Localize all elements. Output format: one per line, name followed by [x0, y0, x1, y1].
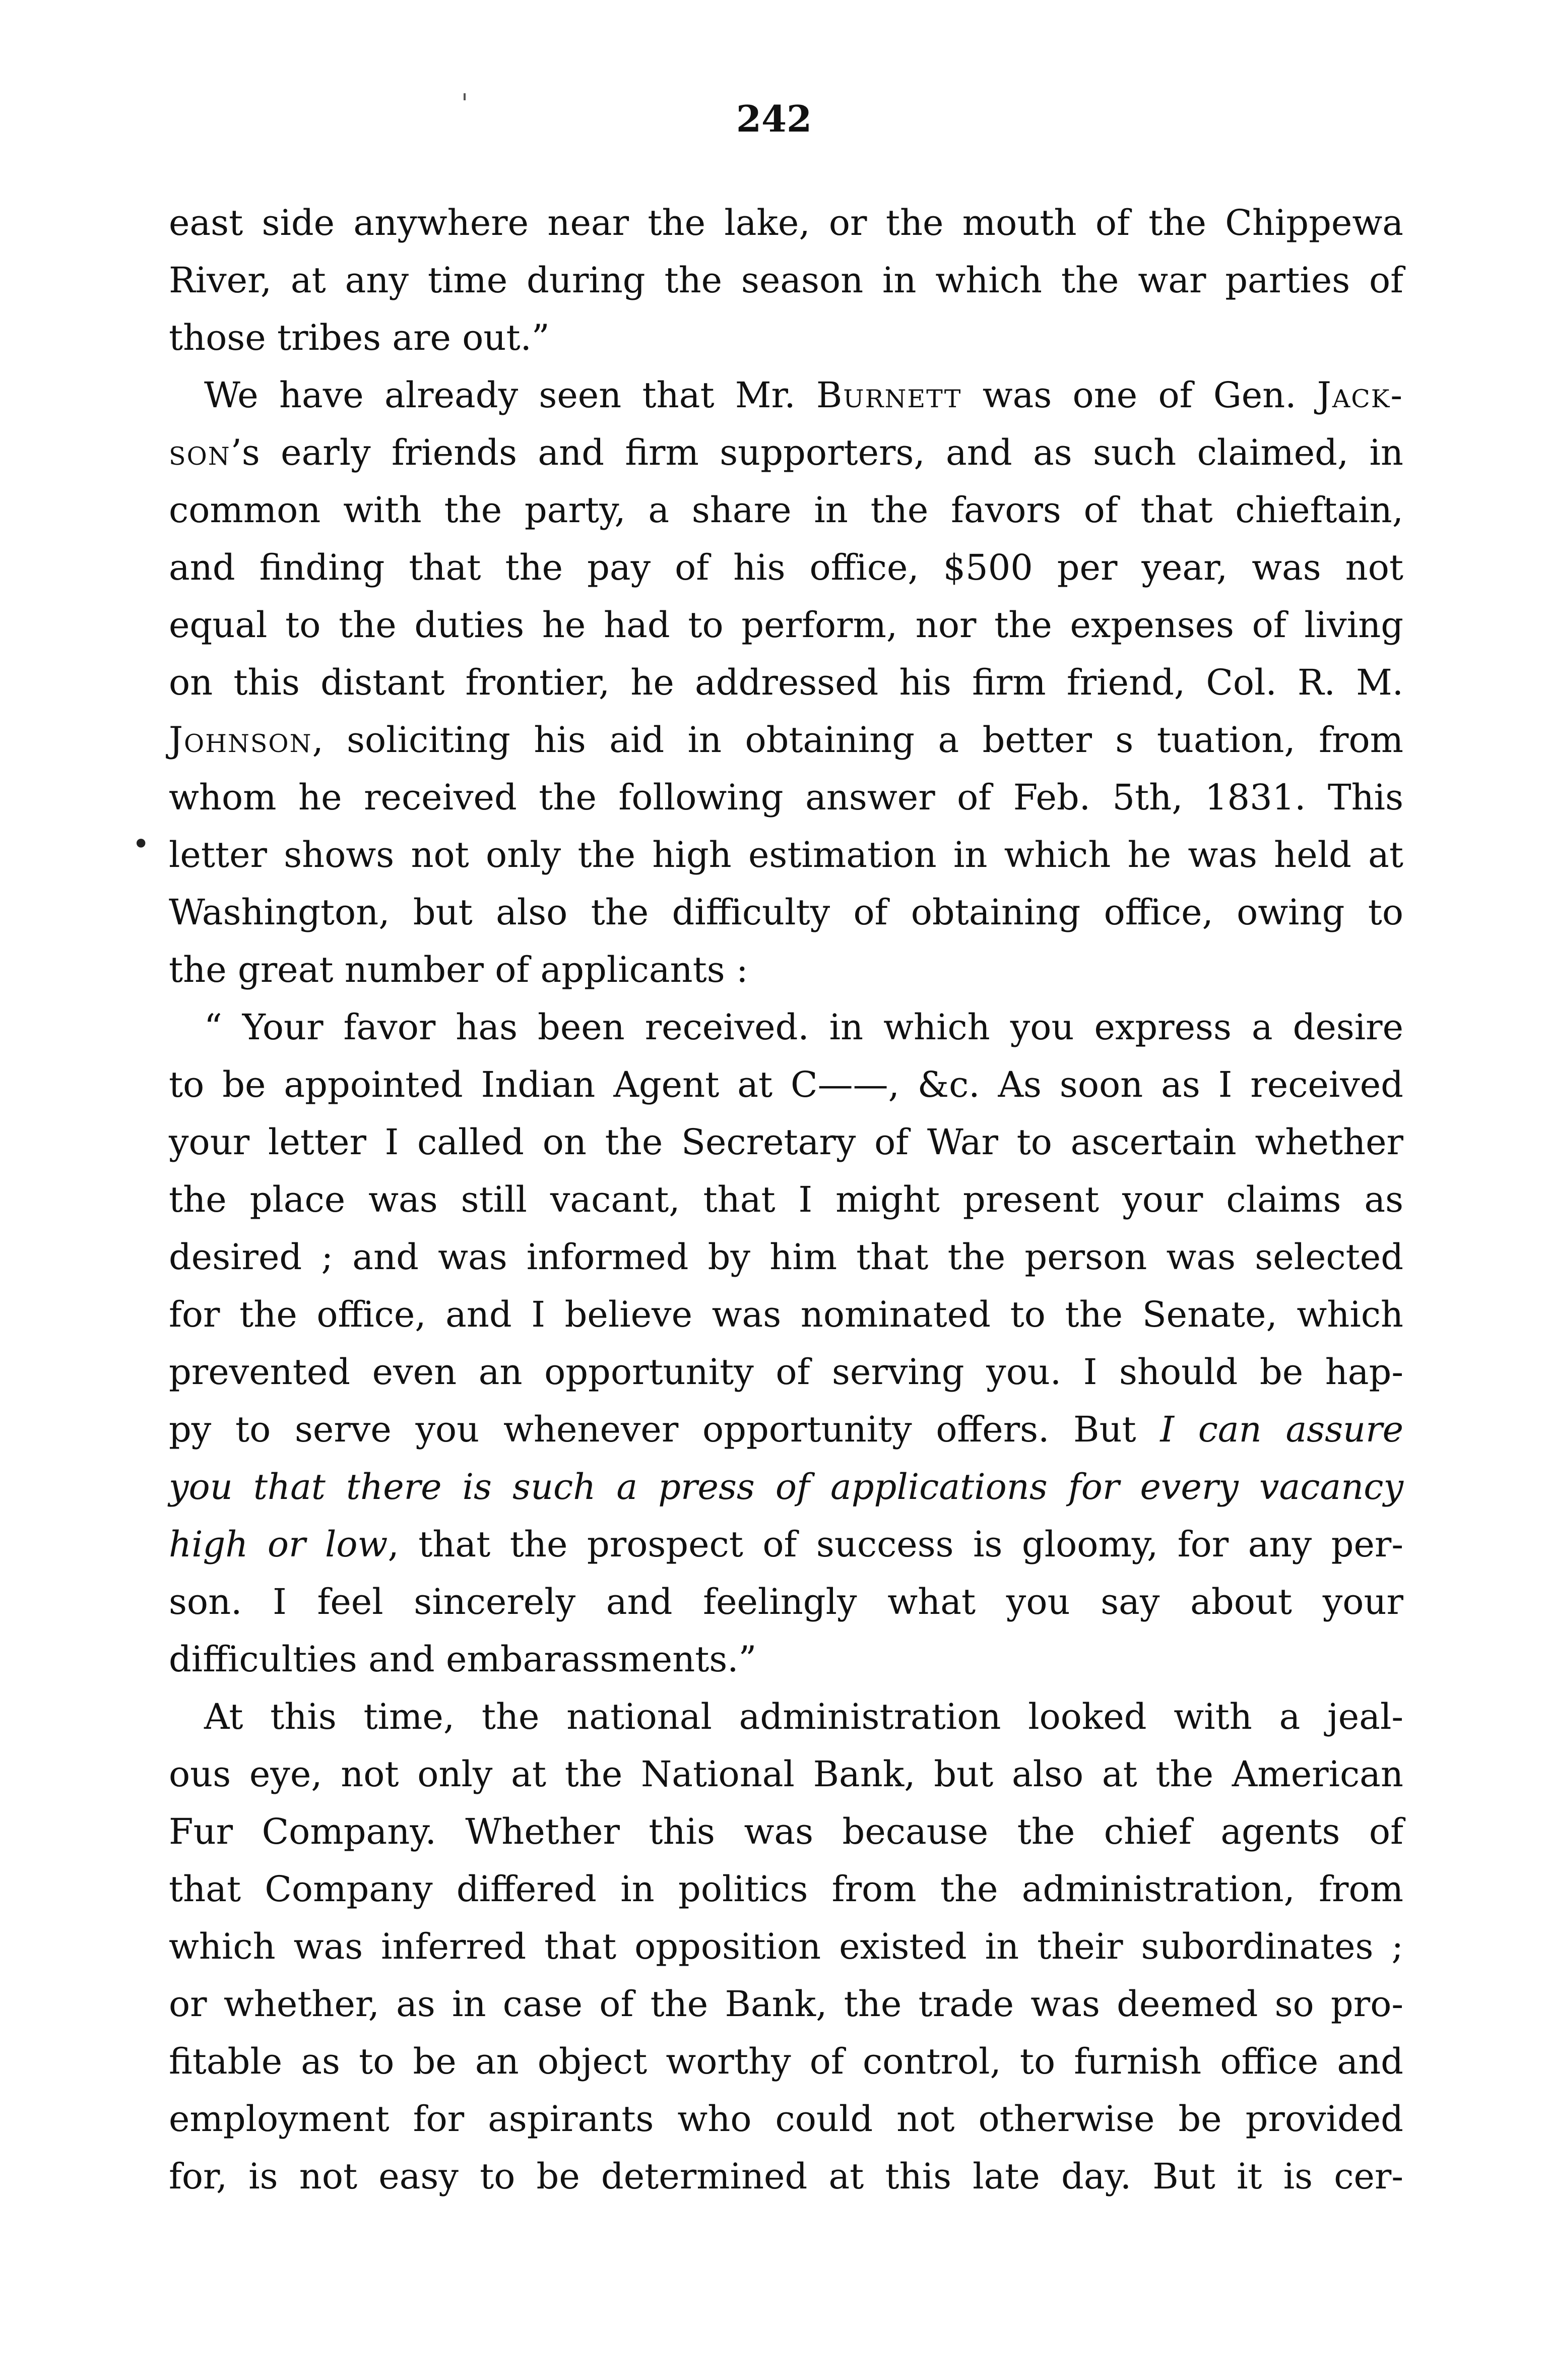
text-run: , that the prospect of success is gloomy, for any per-: [388, 1524, 1403, 1565]
page-number: 242: [736, 97, 812, 140]
text-run: your letter I called on the Secretary of War to ascertain whether: [169, 1121, 1403, 1163]
text-run: employment for aspirants who could not otherwise be provided: [169, 2098, 1403, 2140]
text-line: [169, 2148, 1403, 2205]
small-caps-name: Jack-: [1317, 374, 1403, 416]
text-line: [169, 1228, 1403, 1286]
text-line: [169, 941, 1403, 998]
text-line: [169, 1688, 1403, 1745]
text-run: and finding that the pay of his office, $500 per year, was not: [169, 547, 1403, 588]
text-run: those tribes are out.”: [169, 317, 550, 358]
text-run: or whether, as in case of the Bank, the trade was deemed so pro-: [169, 1983, 1403, 2025]
text-line: [169, 309, 1403, 366]
text-run: difficulties and embarassments.”: [169, 1639, 757, 1680]
text-line: [169, 2090, 1403, 2148]
text-run: fitable as to be an object worthy of control, to furnish office and: [169, 2041, 1403, 2082]
italic-text: you that there is such a press of applications for every vacancy: [169, 1466, 1403, 1508]
small-caps-name: Burnett: [816, 374, 962, 416]
text-run: son. I feel sincerely and feelingly what you say about your: [169, 1581, 1403, 1622]
text-line: [169, 1343, 1403, 1401]
text-run: the place was still vacant, that I might present your claims as: [169, 1179, 1403, 1220]
text-line: [169, 1803, 1403, 1860]
text-run: ’s early friends and firm supporters, and as such claimed, in: [230, 432, 1403, 473]
body-text: [169, 194, 1403, 2205]
text-line: [169, 539, 1403, 596]
text-run: desired ; and was informed by him that the person was selected: [169, 1236, 1403, 1278]
text-run: “ Your favor has been received. in which you express a desire: [204, 1007, 1403, 1048]
text-run: was one of Gen.: [961, 374, 1317, 416]
text-run: At this time, the national administration looked with a jeal-: [204, 1696, 1403, 1737]
text-run: whom he received the following answer of Feb. 5th, 1831. This: [169, 777, 1403, 818]
text-line: [169, 1171, 1403, 1228]
text-line: [169, 481, 1403, 539]
text-run: that Company differed in politics from the administration, from: [169, 1868, 1403, 1910]
text-line: [169, 711, 1403, 769]
small-caps-name: son: [169, 432, 231, 473]
text-line: [169, 1975, 1403, 2033]
text-line: [169, 1286, 1403, 1343]
text-line: [169, 884, 1403, 941]
text-line: [169, 998, 1403, 1056]
text-run: equal to the duties he had to perform, nor the expenses of living: [169, 604, 1403, 646]
text-run: for the office, and I believe was nominated to the Senate, which: [169, 1294, 1403, 1335]
text-line: [169, 596, 1403, 654]
text-run: which was inferred that opposition existed in their subordinates ;: [169, 1926, 1403, 1967]
text-run: We have already seen that Mr.: [204, 374, 816, 416]
text-run: common with the party, a share in the favors of that chieftain,: [169, 489, 1403, 531]
text-run: east side anywhere near the lake, or the mouth of the Chippewa: [169, 202, 1403, 243]
text-line: [169, 1745, 1403, 1803]
text-run: River, at any time during the season in which the war parties of: [169, 260, 1403, 301]
print-speck: [464, 93, 466, 100]
text-run: on this distant frontier, he addressed his firm friend, Col. R. M.: [169, 662, 1403, 703]
text-line: [169, 1113, 1403, 1171]
text-line: [169, 252, 1403, 309]
text-line: [169, 1573, 1403, 1631]
text-run: , soliciting his aid in obtaining a better s tuation, from: [312, 719, 1403, 761]
text-line: [169, 2033, 1403, 2090]
text-run: prevented even an opportunity of serving you. I should be hap-: [169, 1351, 1403, 1393]
text-line: [169, 1056, 1403, 1113]
text-run: to be appointed Indian Agent at C——, &c. As soon as I received: [169, 1064, 1403, 1105]
text-line: [169, 769, 1403, 826]
text-line: [169, 366, 1403, 424]
small-caps-name: Johnson: [169, 719, 312, 761]
margin-mark: •: [132, 827, 150, 862]
text-run: ous eye, not only at the National Bank, but also at the American: [169, 1753, 1403, 1795]
text-line: [169, 654, 1403, 711]
text-run: for, is not easy to be determined at this late day. But it is cer-: [169, 2156, 1403, 2197]
text-run: the great number of applicants :: [169, 949, 748, 990]
text-run: py to serve you whenever opportunity offers. But: [169, 1409, 1160, 1450]
text-run: Washington, but also the difficulty of obtaining office, owing to: [169, 892, 1403, 933]
text-line: [169, 1860, 1403, 1918]
italic-text: high or low: [169, 1524, 388, 1565]
text-line: [169, 826, 1403, 884]
italic-text: I can assure: [1160, 1409, 1403, 1450]
text-run: letter shows not only the high estimation in which he was held at: [169, 834, 1403, 875]
text-line: [169, 194, 1403, 252]
text-line: [169, 1458, 1403, 1516]
text-line: [169, 1401, 1403, 1458]
text-line: [169, 424, 1403, 481]
text-line: [169, 1516, 1403, 1573]
text-line: [169, 1631, 1403, 1688]
text-line: [169, 1918, 1403, 1975]
text-run: Fur Company. Whether this was because the chief agents of: [169, 1811, 1403, 1852]
